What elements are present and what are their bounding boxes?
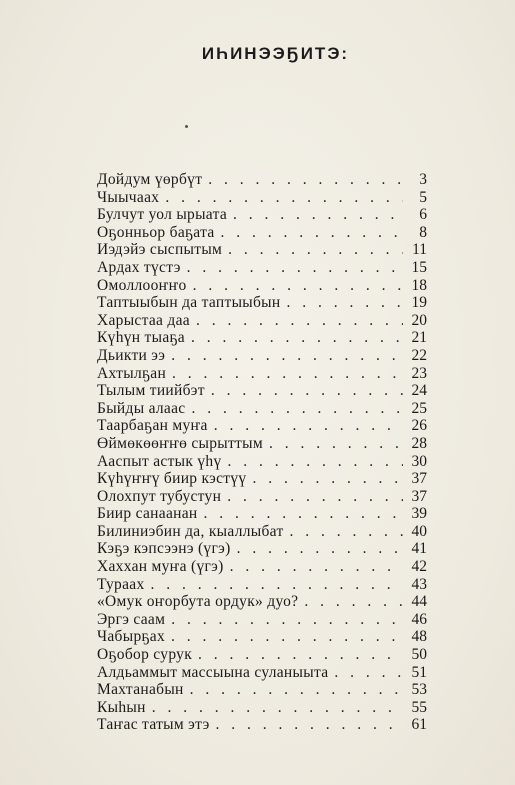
entry-title: «Омук оҥорбута ордук» дуо? [97,593,299,611]
entry-page-number: 46 [411,610,427,628]
entry-page-number: 40 [411,522,427,540]
dot-leader [192,646,403,664]
entry-page-number: 11 [412,241,427,259]
entry-page-number: 25 [411,399,427,417]
entry-title: Кыһын [97,698,146,716]
entry-page-number: 19 [411,294,427,312]
entry-title: Таҥас татым этэ [97,716,210,734]
entry-page-number: 26 [411,417,427,435]
dot-leader [227,206,403,224]
dot-leader [231,540,403,558]
entry-title: Күһүҥҥү биир кэстүү [97,470,247,488]
entry-title: Күһүн тыаҕа [97,329,185,347]
entry-title: Булчут уол ырыата [97,206,228,224]
dot-leader [221,488,403,506]
toc-entry [97,628,427,646]
entry-page-number: 28 [411,434,427,452]
entry-title: Өймөкөөҥҥө сырыттым [97,434,263,452]
entry-title: Эргэ саам [97,610,166,628]
toc-entry [97,664,427,682]
entry-page-number: 37 [411,487,427,505]
table-of-contents [97,171,427,734]
toc-entry [97,347,427,365]
dot-leader [181,259,403,277]
dot-leader [185,400,403,418]
dot-leader [263,435,403,453]
dot-leader [146,699,403,717]
entry-page-number: 61 [411,716,427,734]
dot-leader [166,365,403,383]
toc-entry [97,365,427,383]
entry-page-number: 6 [419,206,427,224]
entry-page-number: 8 [419,223,427,241]
toc-entry [97,488,427,506]
dot-leader [184,681,403,699]
entry-page-number: 48 [411,628,427,646]
toc-entry [97,206,427,224]
entry-title: Иэдэйэ сыспытым [97,241,223,259]
toc-entry [97,453,427,471]
entry-title: Дьикти ээ [97,346,166,364]
entry-page-number: 50 [411,646,427,664]
toc-entry [97,470,427,488]
dot-leader [215,224,403,242]
dot-leader [222,453,403,471]
entry-page-number: 24 [411,382,427,400]
toc-entry [97,646,427,664]
toc-entry [97,540,427,558]
dot-leader [222,241,403,259]
entry-title: Билиниэбин да, кыаллыбат [97,522,284,540]
entry-page-number: 39 [411,505,427,523]
dot-leader [159,189,403,207]
toc-entry [97,294,427,312]
toc-entry [97,259,427,277]
dot-leader [190,312,403,330]
toc-entry [97,400,427,418]
toc-entry [97,382,427,400]
entry-title: Биир санаанан [97,505,198,523]
toc-entry [97,435,427,453]
toc-entry [97,189,427,207]
dot-leader [328,664,403,682]
dot-leader [165,628,403,646]
entry-page-number: 22 [411,346,427,364]
entry-title: Чабырҕах [97,628,166,646]
entry-page-number: 42 [411,558,427,576]
entry-title: Харыстаа даа [97,311,190,329]
entry-title: Алдьаммыт массыына суланыыта [97,663,329,681]
dot-leader [202,171,403,189]
entry-title: Таптыыбын да таптыыбын [97,294,281,312]
ink-speck [184,124,188,128]
entry-title: Хаххан муҥа (үгэ) [97,558,224,576]
entry-title: Махтанабын [97,681,184,699]
entry-title: Быйды алаас [97,399,186,417]
entry-page-number: 21 [411,329,427,347]
entry-page-number: 23 [411,364,427,382]
entry-title: Оҕонньор баҕата [97,223,215,241]
entry-page-number: 20 [411,311,427,329]
dot-leader [210,716,403,734]
toc-entry [97,523,427,541]
dot-leader [281,294,404,312]
entry-page-number: 51 [411,663,427,681]
entry-title: Тылым тиийбэт [97,382,205,400]
entry-page-number: 43 [411,575,427,593]
entry-title: Тураах [97,575,145,593]
entry-title: Чыычаах [97,188,160,206]
entry-page-number: 30 [411,452,427,470]
toc-entry [97,241,427,259]
entry-page-number: 18 [411,276,427,294]
entry-title: Кэҕэ кэпсээнэ (үгэ) [97,540,231,558]
entry-title: Омоллооҥҥо [97,276,187,294]
toc-entry [97,171,427,189]
toc-entry [97,505,427,523]
dot-leader [298,593,403,611]
dot-leader [224,558,403,576]
entry-title: Олохпут тубустун [97,487,222,505]
toc-entry [97,593,427,611]
toc-entry [97,312,427,330]
dot-leader [165,347,403,365]
entry-page-number: 53 [411,681,427,699]
dot-leader [246,470,403,488]
dot-leader [145,576,403,594]
toc-entry [97,224,427,242]
entry-page-number: 37 [411,470,427,488]
toc-entry [97,681,427,699]
entry-title: Ардах түстэ [97,258,181,276]
dot-leader [284,523,403,541]
toc-entry [97,417,427,435]
entry-page-number: 3 [419,171,427,188]
dot-leader [165,611,403,629]
dot-leader [208,417,403,435]
entry-page-number: 44 [411,593,427,611]
dot-leader [185,329,403,347]
toc-entry [97,558,427,576]
entry-page-number: 41 [411,540,427,558]
entry-title: Ааспыт астык үһү [97,452,222,470]
entry-title: Дойдум үөрбүт [97,171,203,188]
dot-leader [187,277,403,295]
entry-title: Оҕобор сурук [97,646,193,664]
toc-entry [97,329,427,347]
toc-entry [97,716,427,734]
entry-title: Ахтылҕан [97,364,167,382]
page-title: ИҺИНЭЭҔИТЭ: [201,44,350,63]
toc-entry [97,277,427,295]
toc-entry [97,611,427,629]
dot-leader [198,505,404,523]
dot-leader [205,382,403,400]
entry-page-number: 15 [411,258,427,276]
toc-entry [97,576,427,594]
entry-page-number: 5 [419,188,427,206]
toc-entry [97,699,427,717]
entry-title: Таарбаҕан муҥа [97,417,208,435]
entry-page-number: 55 [411,698,427,716]
